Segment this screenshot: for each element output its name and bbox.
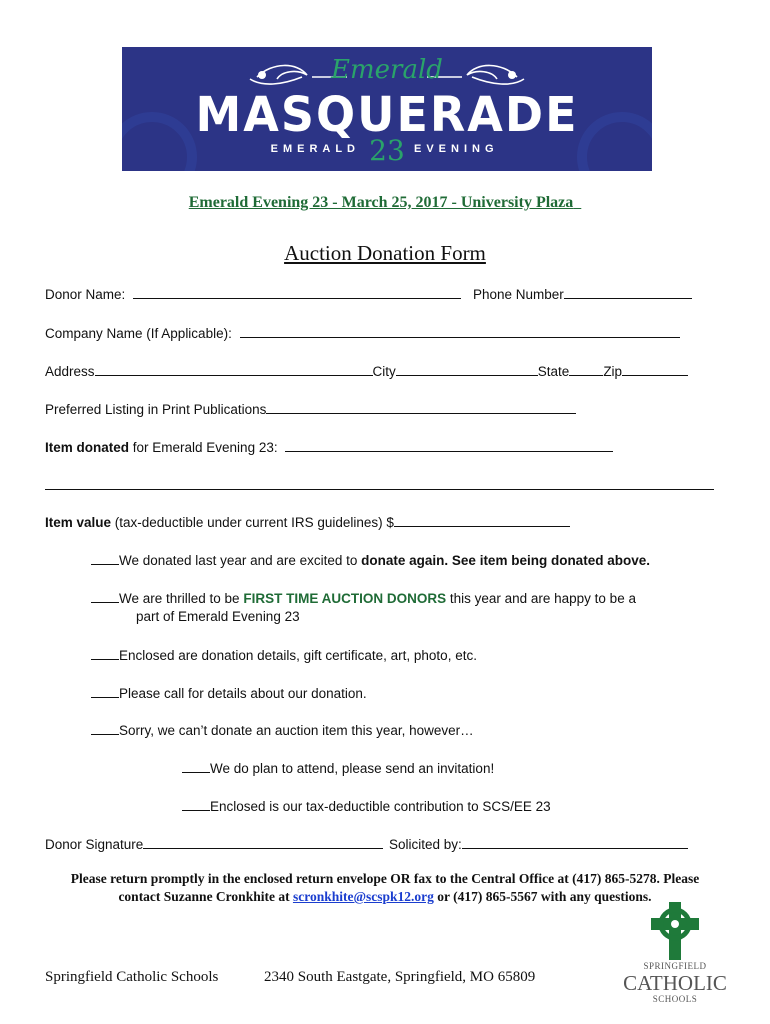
item-value-field[interactable] (394, 514, 570, 527)
option-first-time-cont: part of Emerald Evening 23 (136, 609, 300, 624)
option-plan-attend-text: We do plan to attend, please send an invitation! (210, 761, 495, 776)
option-plan-attend-check[interactable] (182, 760, 210, 773)
option-enclosed-details (91, 647, 477, 663)
footer-address: 2340 South Eastgate, Springfield, MO 65809 (264, 969, 536, 985)
option-cannot-donate-text: Sorry, we can’t donate an auction item this year, however… (119, 723, 474, 738)
solicited-row (389, 836, 688, 852)
banner-number: 23 (369, 134, 405, 167)
company-field[interactable] (240, 325, 680, 338)
donor-name-field[interactable] (133, 286, 461, 299)
address-label: Address (45, 364, 95, 379)
item-donated-bold: Item donated (45, 440, 130, 455)
option-first-time (91, 590, 636, 606)
item-donated-label: for Emerald Evening 23: (129, 440, 278, 455)
option-donate-again (91, 552, 650, 568)
option-cannot-donate (91, 722, 474, 738)
option-cannot-donate-check[interactable] (91, 722, 119, 735)
option-call-details-text: Please call for details about our donation. (119, 686, 367, 701)
company-row (45, 325, 680, 341)
listing-row (45, 401, 576, 417)
city-label: City (372, 364, 396, 379)
listing-field[interactable] (266, 401, 576, 414)
option-contribution-text: Enclosed is our tax-deductible contribution to SCS/EE 23 (210, 799, 551, 814)
return-instructions-text: Please return promptly in the enclosed return envelope OR fax to the Central Office at (417) 865-5278. Please contact Suzanne Cronkhite at (70, 871, 700, 904)
signature-row (45, 836, 383, 852)
option-contribution-check[interactable] (182, 798, 210, 811)
option-donate-again-check[interactable] (91, 552, 119, 565)
logo-text-top: SPRINGFIELD (643, 961, 707, 971)
option-first-time-highlight: FIRST TIME AUCTION DONORS (243, 591, 447, 606)
phone-label: Phone Number (473, 287, 564, 302)
logo-text-middle: CATHOLIC (623, 971, 727, 995)
logo-text-bottom: SCHOOLS (652, 994, 698, 1004)
donor-signature-label: Donor Signature (45, 837, 144, 852)
donor-signature-field[interactable] (143, 836, 383, 849)
solicited-by-field[interactable] (462, 836, 688, 849)
listing-label: Preferred Listing in Print Publications (45, 402, 267, 417)
banner-main-title: MASQUERADE (195, 85, 579, 143)
option-call-details-check[interactable] (91, 685, 119, 698)
celtic-cross-icon (617, 900, 733, 962)
item-donated-row (45, 439, 613, 455)
state-field[interactable] (569, 363, 603, 376)
banner-sub-right: EVENING (414, 143, 499, 155)
option-enclosed-details-text: Enclosed are donation details, gift certificate, art, photo, etc. (119, 648, 477, 663)
donor-name-row (45, 286, 461, 302)
item-value-bold: Item value (45, 515, 112, 530)
banner-script-title: Emerald (331, 55, 443, 85)
phone-field[interactable] (564, 286, 692, 299)
contact-email-link[interactable]: scronkhite@scspk12.org (292, 889, 434, 904)
state-label: State (537, 364, 570, 379)
city-field[interactable] (396, 363, 538, 376)
address-row (45, 363, 688, 379)
banner-subtitle (122, 134, 652, 167)
option-donate-again-bold: donate again. See item being donated above. (361, 553, 650, 568)
option-donate-again-text: We donated last year and are excited to (119, 553, 362, 568)
donor-name-label: Donor Name: (45, 287, 126, 302)
event-line-text: Emerald Evening 23 - March 25, 2017 - University Plaza (188, 194, 574, 211)
option-plan-attend (182, 760, 494, 776)
option-first-time-text: We are thrilled to be (119, 591, 244, 606)
address-field[interactable] (95, 363, 373, 376)
solicited-by-label: Solicited by: (389, 837, 462, 852)
option-first-time-check[interactable] (91, 590, 119, 603)
footer-org: Springfield Catholic Schools (45, 969, 219, 985)
event-banner (122, 47, 652, 171)
item-donated-field[interactable] (285, 439, 613, 452)
return-instructions-text-2: or (417) 865-5567 with any questions. (433, 889, 652, 904)
banner-sub-left: EMERALD (270, 143, 360, 155)
option-call-details (91, 685, 367, 701)
option-first-time-text-2: this year and are happy to be a (446, 591, 636, 606)
phone-row (473, 286, 692, 302)
zip-field[interactable] (622, 363, 688, 376)
option-contribution (182, 798, 551, 814)
school-logo (617, 900, 733, 1008)
event-line (0, 194, 770, 212)
item-donated-extra-line[interactable] (45, 489, 714, 490)
company-label: Company Name (If Applicable): (45, 326, 232, 341)
zip-label: Zip (603, 364, 623, 379)
item-value-label: (tax-deductible under current IRS guidelines) $ (111, 515, 394, 530)
option-enclosed-details-check[interactable] (91, 647, 119, 660)
form-title: Auction Donation Form (284, 241, 486, 265)
item-value-row (45, 514, 570, 530)
